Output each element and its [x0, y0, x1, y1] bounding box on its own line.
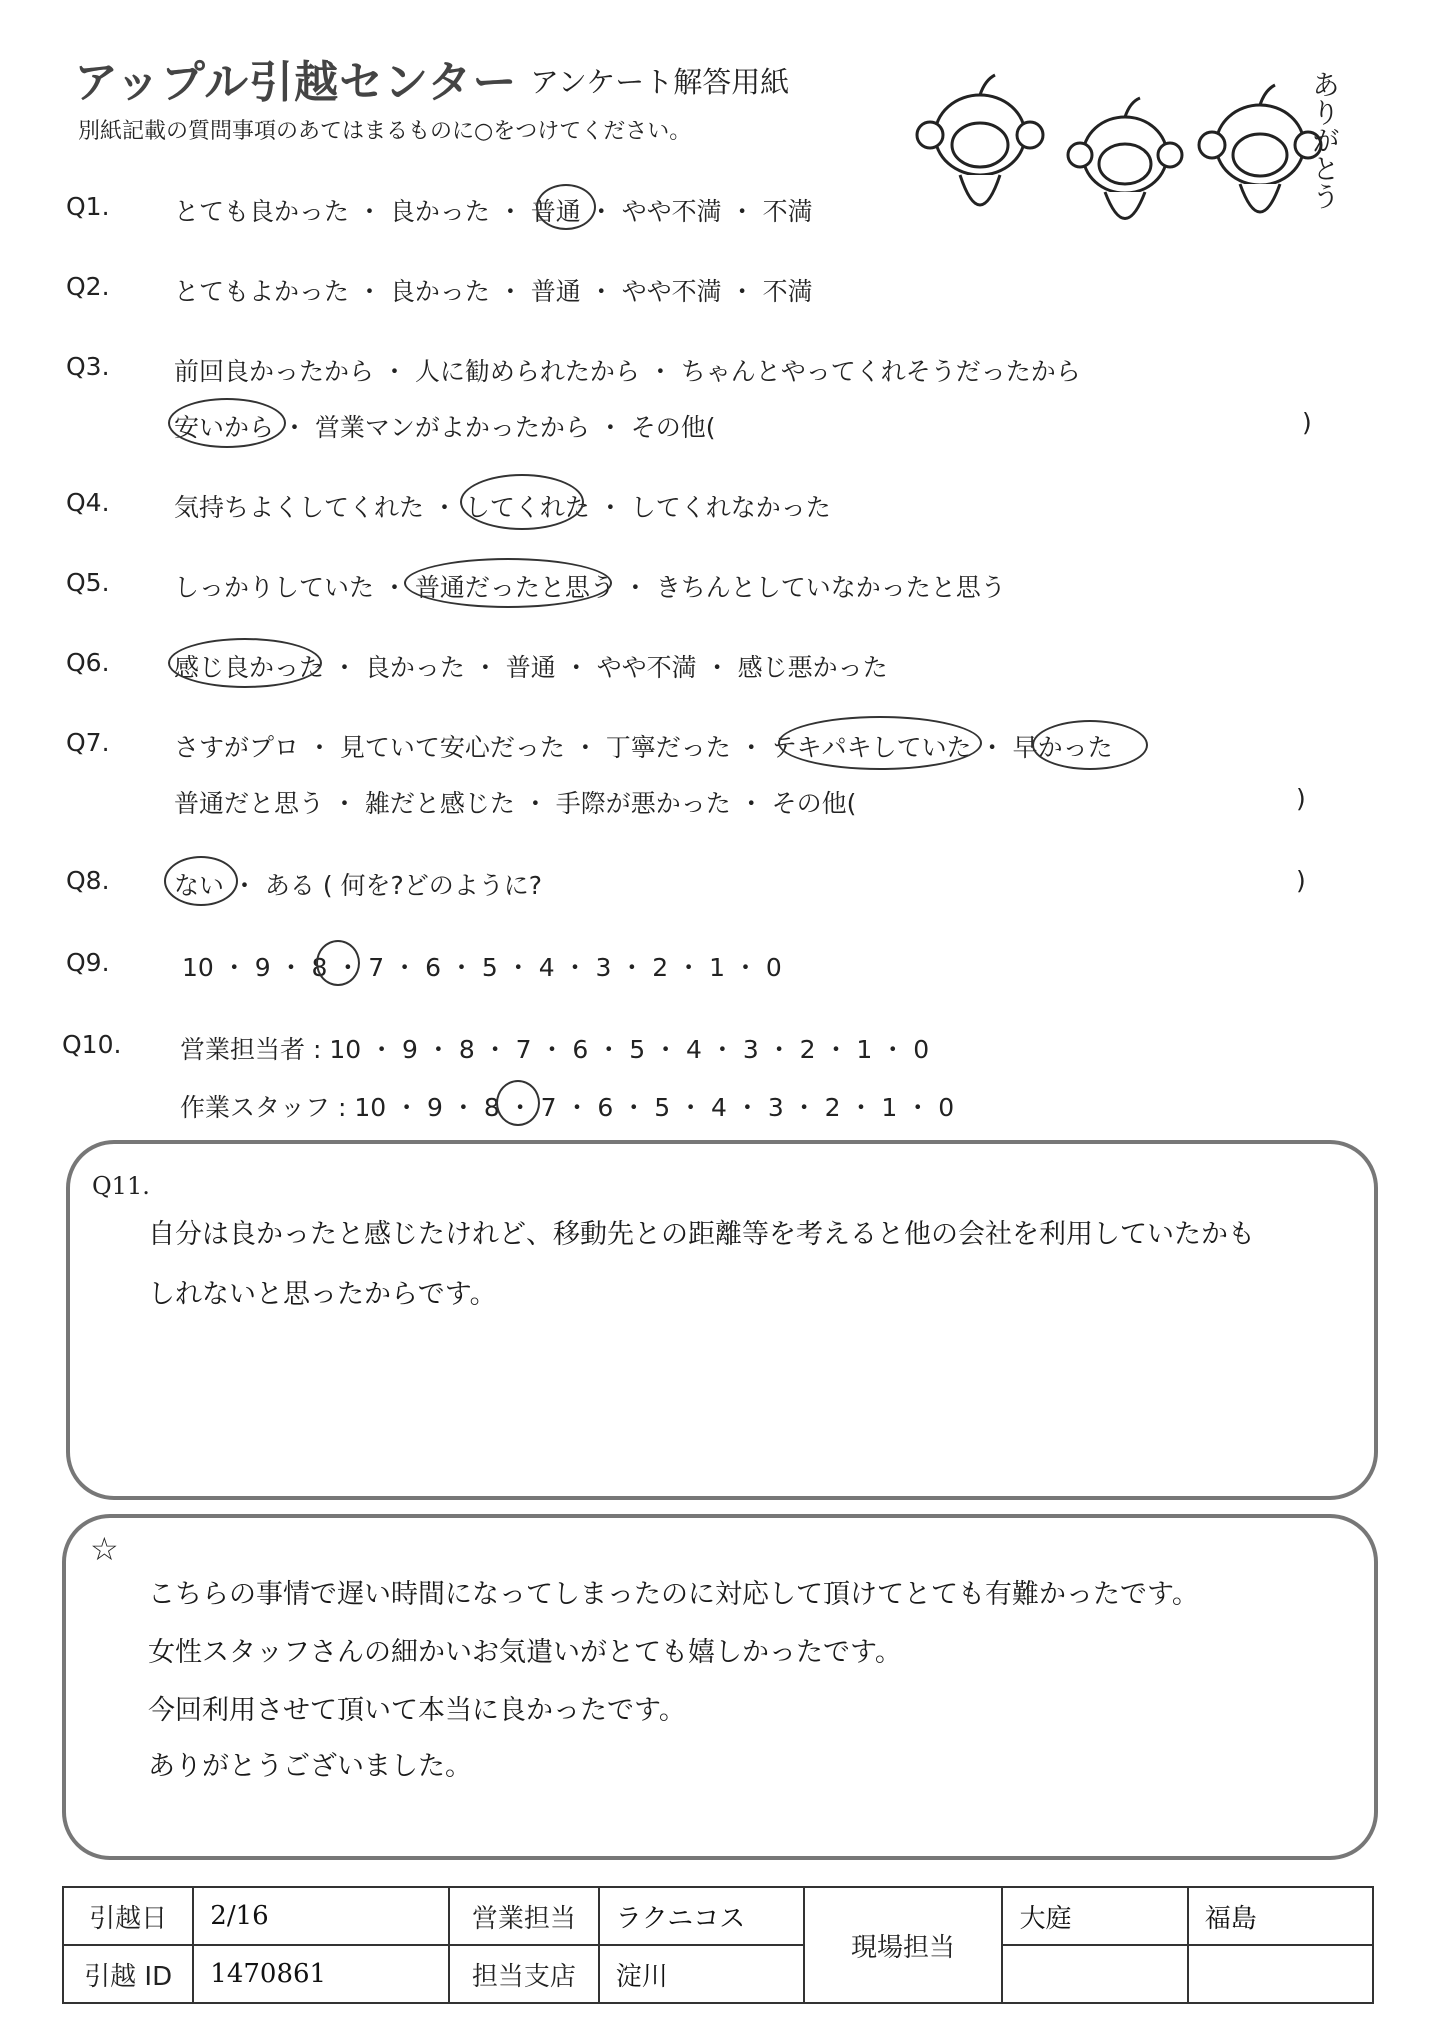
q7-selection-circle-2: [1032, 720, 1148, 770]
comments-box: [62, 1514, 1378, 1860]
q7-options-line1: さすがプロ ・ 見ていて安心だった ・ 丁寧だった ・ テキパキしていた ・ 早かった: [174, 733, 1113, 762]
move-date-label: 引越日: [63, 1887, 193, 1945]
q5-options: しっかりしていた ・ 普通だったと思う ・ きちんとしていなかったと思う: [174, 573, 1006, 602]
star-icon: ☆: [90, 1530, 119, 1568]
q11-label: Q11.: [92, 1172, 150, 1200]
comment-line-2: 女性スタッフさんの細かいお気遣いがとても嬉しかったです。: [148, 1637, 902, 1668]
q4-selection-circle: [460, 474, 584, 530]
q11-answer-line-1: 自分は良かったと感じたけれど、移動先との距離等を考えると他の会社を利用していたかも: [148, 1219, 1255, 1250]
monkey-1: [917, 75, 1043, 205]
q10-sales-scale: 営業担当者 : 10 ・ 9 ・ 8 ・ 7 ・ 6 ・ 5 ・ 4 ・ 3 ・ 2 ・ 1 ・ 0: [180, 1035, 930, 1064]
q4-label: Q4.: [66, 488, 110, 517]
comment-line-3: 今回利用させて頂いて本当に良かったです。: [148, 1695, 686, 1726]
move-id-value: 1470861: [193, 1945, 449, 2003]
q10-staff-scale: 作業スタッフ : 10 ・ 9 ・ 8 ・ 7 ・ 6 ・ 5 ・ 4 ・ 3 ・ 2 ・ 1 ・ 0: [180, 1093, 955, 1122]
q1-label: Q1.: [66, 192, 110, 221]
q5-label: Q5.: [66, 568, 110, 597]
move-date-value: 2/16: [193, 1887, 449, 1945]
q5-selection-circle: [404, 558, 612, 608]
q6-label: Q6.: [66, 648, 110, 677]
site-staff-2: 福島: [1188, 1887, 1373, 1945]
site-staff-empty-2: [1188, 1945, 1373, 2003]
branch-value: 淀川: [599, 1945, 804, 2003]
comment-line-4: ありがとうございました。: [148, 1751, 472, 1782]
q11-answer-line-2: しれないと思ったからです。: [148, 1279, 497, 1310]
q8-selection-circle: [164, 856, 238, 906]
q7-paren-close: ): [1296, 784, 1306, 813]
q4-options: 気持ちよくしてくれた ・ してくれた ・ してくれなかった: [174, 493, 831, 522]
instruction-text: 別紙記載の質問事項のあてはまるものに○をつけてください。: [78, 119, 692, 144]
q6-selection-circle: [168, 638, 322, 688]
monkey-mascots-illustration: [900, 60, 1340, 250]
q1-selection-circle: [536, 184, 596, 230]
site-staff-empty-1: [1002, 1945, 1187, 2003]
brand-title: アップル引越センター: [74, 57, 518, 108]
q8-paren-close: ): [1296, 866, 1306, 895]
q3-paren-close: ): [1302, 408, 1312, 437]
q10-selection-circle: [496, 1080, 540, 1126]
q3-options-line2: 安いから ・ 営業マンがよかったから ・ その他(: [174, 413, 716, 442]
q8-label: Q8.: [66, 866, 110, 895]
mascot-thanks-text: ありがとう: [1308, 70, 1341, 210]
site-staff-label: 現場担当: [804, 1887, 1003, 2003]
q3-label: Q3.: [66, 352, 110, 381]
q2-options: とてもよかった ・ 良かった ・ 普通 ・ やや不満 ・ 不満: [174, 277, 813, 306]
monkey-3: [1199, 85, 1321, 212]
move-id-label: 引越 ID: [63, 1945, 193, 2003]
q7-label: Q7.: [66, 728, 110, 757]
q1-options: とても良かった ・ 良かった ・ 普通 ・ やや不満 ・ 不満: [174, 197, 813, 226]
sales-value: ラクニコス: [599, 1887, 804, 1945]
form-subtitle: アンケート解答用紙: [530, 65, 790, 99]
sales-label: 営業担当: [449, 1887, 599, 1945]
q2-label: Q2.: [66, 272, 110, 301]
q3-options-line1: 前回良かったから ・ 人に勧められたから ・ ちゃんとやってくれそうだったから: [174, 357, 1081, 386]
monkey-2: [1068, 98, 1182, 219]
q9-scale: 10 ・ 9 ・ 8 ・ 7 ・ 6 ・ 5 ・ 4 ・ 3 ・ 2 ・ 1 ・ 0: [182, 953, 782, 982]
q10-label: Q10.: [62, 1030, 122, 1059]
q8-options: ない ・ ある ( 何を?どのように?: [174, 871, 543, 900]
q9-selection-circle: [316, 940, 360, 986]
q9-label: Q9.: [66, 948, 110, 977]
q6-options: 感じ良かった ・ 良かった ・ 普通 ・ やや不満 ・ 感じ悪かった: [174, 653, 888, 682]
q3-selection-circle: [168, 398, 286, 448]
q7-selection-circle-1: [778, 716, 982, 770]
q7-options-line2: 普通だと思う ・ 雑だと感じた ・ 手際が悪かった ・ その他(: [174, 789, 857, 818]
comment-line-1: こちらの事情で遅い時間になってしまったのに対応して頂けてとても有難かったです。: [148, 1579, 1199, 1610]
q11-answer-box: [66, 1140, 1378, 1500]
site-staff-1: 大庭: [1002, 1887, 1187, 1945]
branch-label: 担当支店: [449, 1945, 599, 2003]
move-info-table: [62, 1886, 1374, 2004]
